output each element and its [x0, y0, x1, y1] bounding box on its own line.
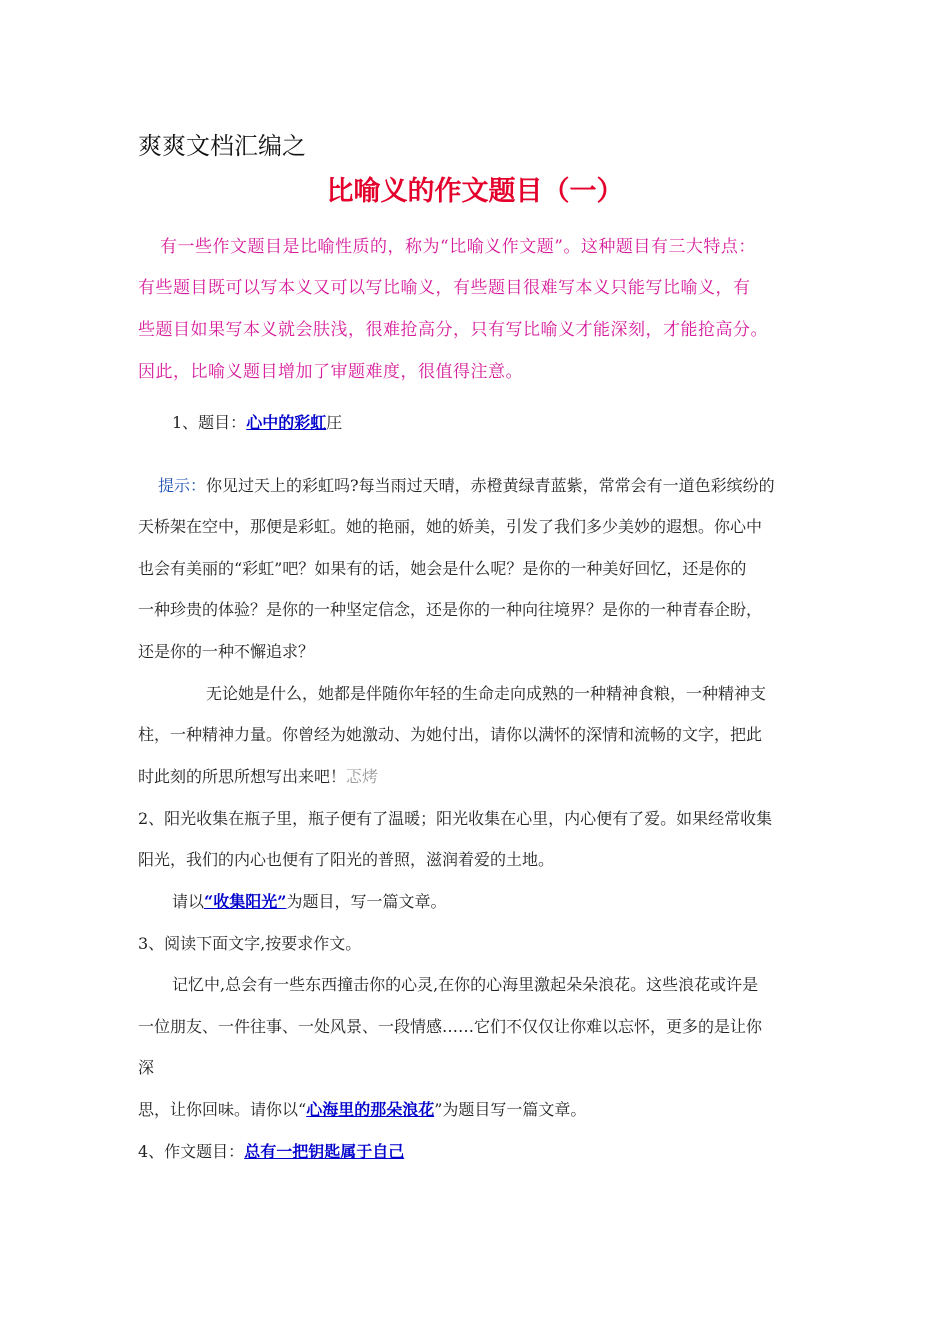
paragraph-line: 柱，一种精神力量。你曾经为她激动、为她付出，请你以满怀的深情和流畅的文字，把此: [138, 725, 763, 744]
hint-line: 一种珍贵的体验？是你的一种坚定信念，还是你的一种向往境界？是你的一种青春企盼，: [138, 600, 763, 619]
question-2-line: 阳光，我们的内心也便有了阳光的普照，滋润着爱的土地。: [138, 850, 555, 869]
hint-line: 天桥架在空中，那便是彩虹。她的艳丽，她的娇美，引发了我们多少美妙的遐想。你心中: [138, 517, 763, 536]
question-4-prefix: 4、作文题目：: [138, 1142, 245, 1161]
question-2-link[interactable]: “收集阳光”: [204, 892, 287, 911]
question-3-line: 一位朋友、一件往事、一处风景、一段情感……它们不仅仅让你难以忘怀，更多的是让你: [138, 1017, 763, 1036]
question-1-prefix: 1、题目：: [172, 413, 247, 432]
question-3-line: 记忆中,总会有一些东西撞击你的心灵,在你的心海里激起朵朵浪花。这些浪花或许是: [172, 975, 759, 994]
question-3-heading: 3、阅读下面文字,按要求作文。: [138, 934, 362, 953]
intro-line: 有些题目既可以写本义又可以写比喻义，有些题目很难写本义只能写比喻义，有: [138, 278, 751, 298]
intro-line: 些题目如果写本义就会肤浅，很难抢高分，只有写比喻义才能深刻，才能抢高分。: [138, 320, 768, 340]
document-title: 比喻义的作文题目（一）: [326, 176, 624, 207]
question-2-prefix: 请以: [172, 892, 205, 911]
question-3-prefix: 思，让你回味。请你以“: [138, 1100, 307, 1119]
question-2-requirement: [172, 891, 446, 913]
intro-line: 有一些作文题目是比喻性质的，称为“比喻义作文题”。这种题目有三大特点：: [160, 237, 756, 257]
question-3-link[interactable]: 心海里的那朵浪花: [306, 1100, 435, 1119]
question-2-line: 2、阳光收集在瓶子里，瓶子便有了温暖；阳光收集在心里，内心便有了爱。如果经常收集: [138, 809, 773, 828]
hint-line: 也会有美丽的“彩虹”吧？如果有的话，她会是什么呢？是你的一种美好回忆，还是你的: [138, 559, 747, 578]
question-1-suffix: 圧: [326, 413, 343, 432]
intro-line: 因此，比喻义题目增加了审题难度，很值得注意。: [138, 362, 523, 382]
question-4: [138, 1141, 404, 1163]
paragraph-text: 时此刻的所思所想写出来吧！: [138, 767, 347, 786]
hint-first-line: [158, 475, 775, 497]
hint-label: 提示：: [158, 476, 207, 495]
question-3-suffix: ”为题目写一篇文章。: [434, 1100, 587, 1119]
document-header: 爽爽文档汇编之: [138, 132, 306, 160]
paragraph-line: 无论她是什么，她都是伴随你年轻的生命走向成熟的一种精神食粮，一种精神支: [206, 684, 767, 703]
hint-text: 你见过天上的彩虹吗?每当雨过天晴，赤橙黄绿青蓝紫，常常会有一道色彩缤纷的: [206, 476, 775, 495]
question-3-line: 深: [138, 1058, 155, 1077]
question-1: [172, 412, 342, 434]
hint-line: 还是你的一种不懈追求？: [138, 642, 315, 661]
question-4-link[interactable]: 总有一把钥匙属于自己: [244, 1142, 405, 1161]
question-1-link[interactable]: 心中的彩虹: [246, 413, 327, 432]
question-2-suffix: 为题目，写一篇文章。: [286, 892, 447, 911]
paragraph-line-last: [138, 766, 378, 788]
grey-mark: 忑烤: [346, 767, 379, 786]
question-3-requirement: [138, 1099, 586, 1121]
